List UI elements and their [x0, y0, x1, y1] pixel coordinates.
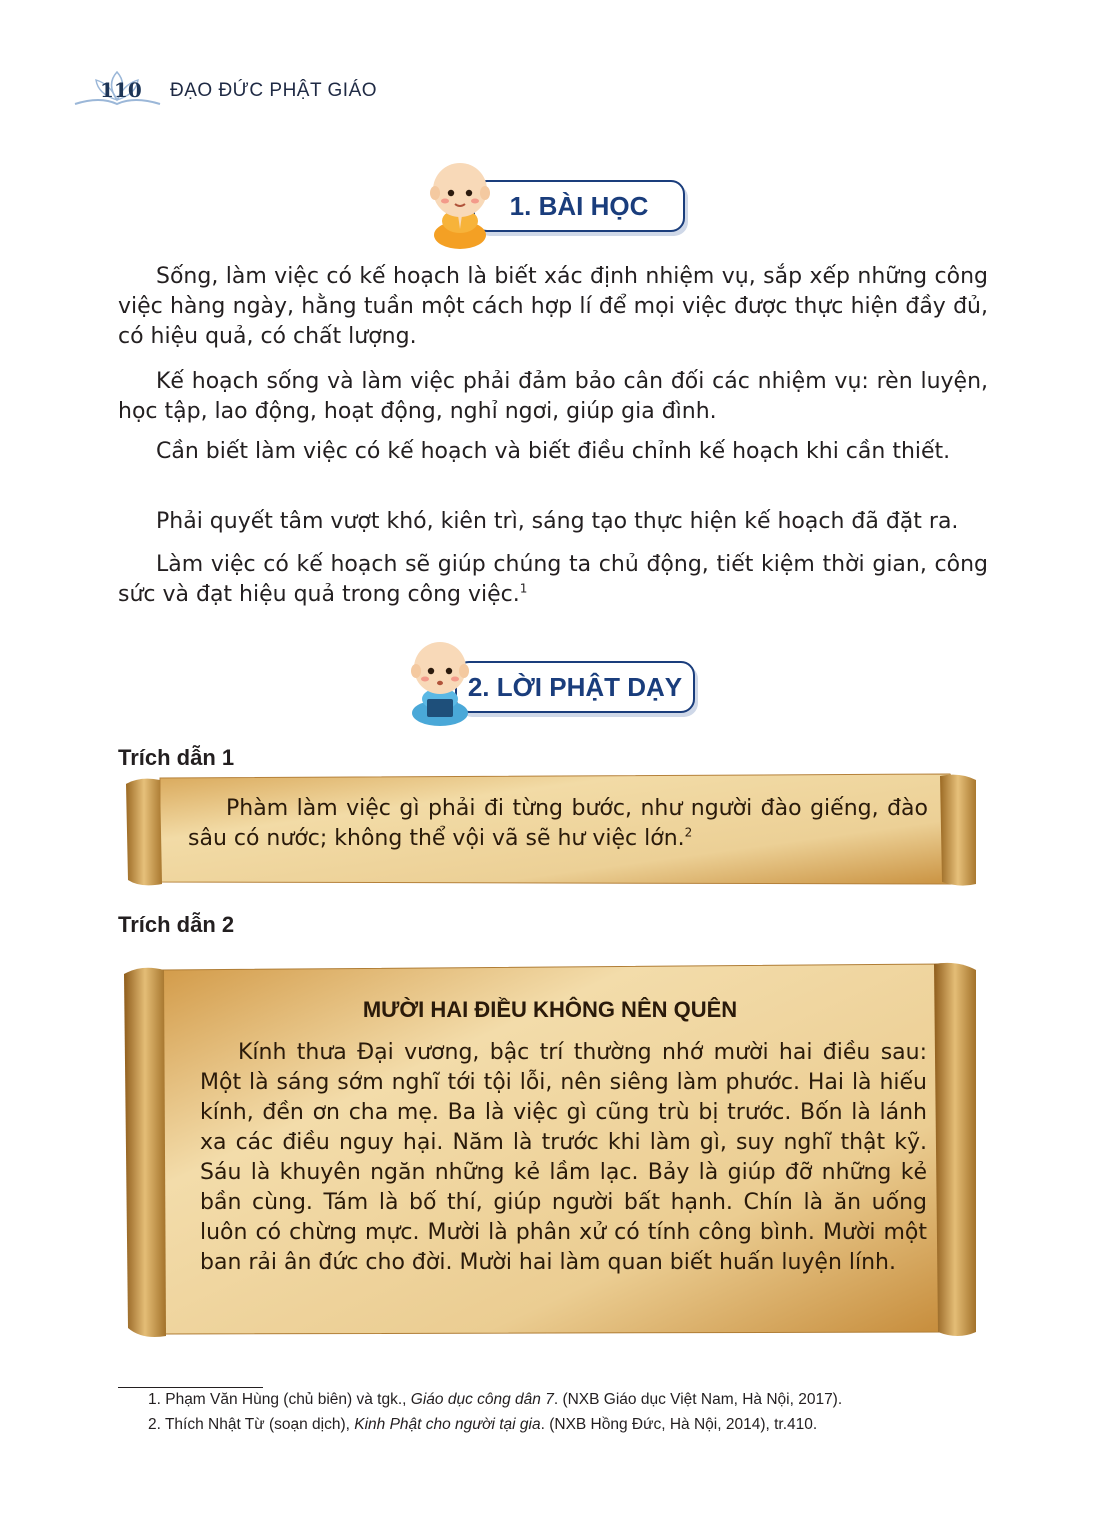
- quote2-title: MƯỜI HAI ĐIỀU KHÔNG NÊN QUÊN: [362, 997, 738, 1022]
- section2-heading: [405, 635, 705, 715]
- footnote-divider: [118, 1387, 263, 1388]
- quote2-scroll: [120, 960, 980, 1340]
- quote2-label: Trích dẫn 2: [118, 912, 235, 937]
- lesson-paragraph-5: Làm việc có kế hoạch sẽ giúp chúng ta chủ động, tiết kiệm thời gian, công sức và đạt hiệu quả trong công việc.$^1$: [118, 552, 988, 607]
- quote1-label: Trích dẫn 1: [118, 745, 235, 770]
- section2-title: 2. LỜI PHẬT DẠY: [455, 661, 695, 713]
- book-title: ĐẠO ĐỨC PHẬT GIÁO: [170, 80, 378, 101]
- footnote-1: 1. Phạm Văn Hùng (chủ biên) và tgk., Giáo dục công dân 7. (NXB Giáo dục Việt Nam, Hà Nội, 2017).: [148, 1391, 843, 1408]
- monk-reading-icon: [405, 635, 475, 727]
- quote1-scroll: [120, 772, 980, 887]
- lesson-paragraph-2: Kế hoạch sống và làm việc phải đảm bảo cân đối các nhiệm vụ: rèn luyện, học tập, lao động, hoạt động, nghỉ ngơi, giúp gia đình.: [118, 369, 988, 424]
- lesson-paragraph-4: Phải quyết tâm vượt khó, kiên trì, sáng tạo thực hiện kế hoạch đã đặt ra.: [156, 509, 959, 534]
- quote2-text: Kính thưa Đại vương, bậc trí thường nhớ mười hai điều sau: Một là sáng sớm nghĩ tới tội lỗi, nên siêng làm phước. Hai là hiếu kính, đền ơn cha mẹ. Ba là việc gì cũng trù bị trước. Bốn là lánh xa các điều nguy hại. Năm là trước khi làm gì, suy nghĩ thật kỹ. Sáu là khuyên ngăn những kẻ lầm lạc. Bảy là giúp đỡ những kẻ bần cùng. Tám là bố thí, giúp người bất hạnh. Chín là ăn uống luôn có chừng mực. Mười là phân xử có tính công bình. Mười một ban rải ân đức cho đời. Mười hai làm quan biết huấn luyện lính.: [200, 1040, 927, 1275]
- section1-title: 1. BÀI HỌC: [473, 180, 685, 232]
- footnote-ref-1: 1: [519, 581, 528, 596]
- footnote-2: 2. Thích Nhật Từ (soạn dịch), Kinh Phật cho người tại gia. (NXB Hồng Đức, Hà Nội, 2014), tr.410.: [148, 1416, 818, 1433]
- lesson-paragraph-3: Cần biết làm việc có kế hoạch và biết điều chỉnh kế hoạch khi cần thiết.: [156, 439, 951, 464]
- monk-praying-icon: [425, 155, 495, 250]
- page-number: 110: [100, 78, 142, 102]
- footnote-ref-2: 2: [684, 825, 693, 840]
- page-header: [70, 70, 470, 110]
- lesson-paragraph-1: Sống, làm việc có kế hoạch là biết xác định nhiệm vụ, sắp xếp những công việc hàng ngày, hằng tuần một cách hợp lí để mọi việc được thực hiện đầy đủ, có hiệu quả, có chất lượng.: [118, 264, 988, 349]
- quote1-text: Phàm làm việc gì phải đi từng bước, như người đào giếng, đào sâu có nước; không thể vội vã sẽ hư việc lớn.$^2$: [188, 796, 928, 851]
- section1-heading: [425, 155, 695, 235]
